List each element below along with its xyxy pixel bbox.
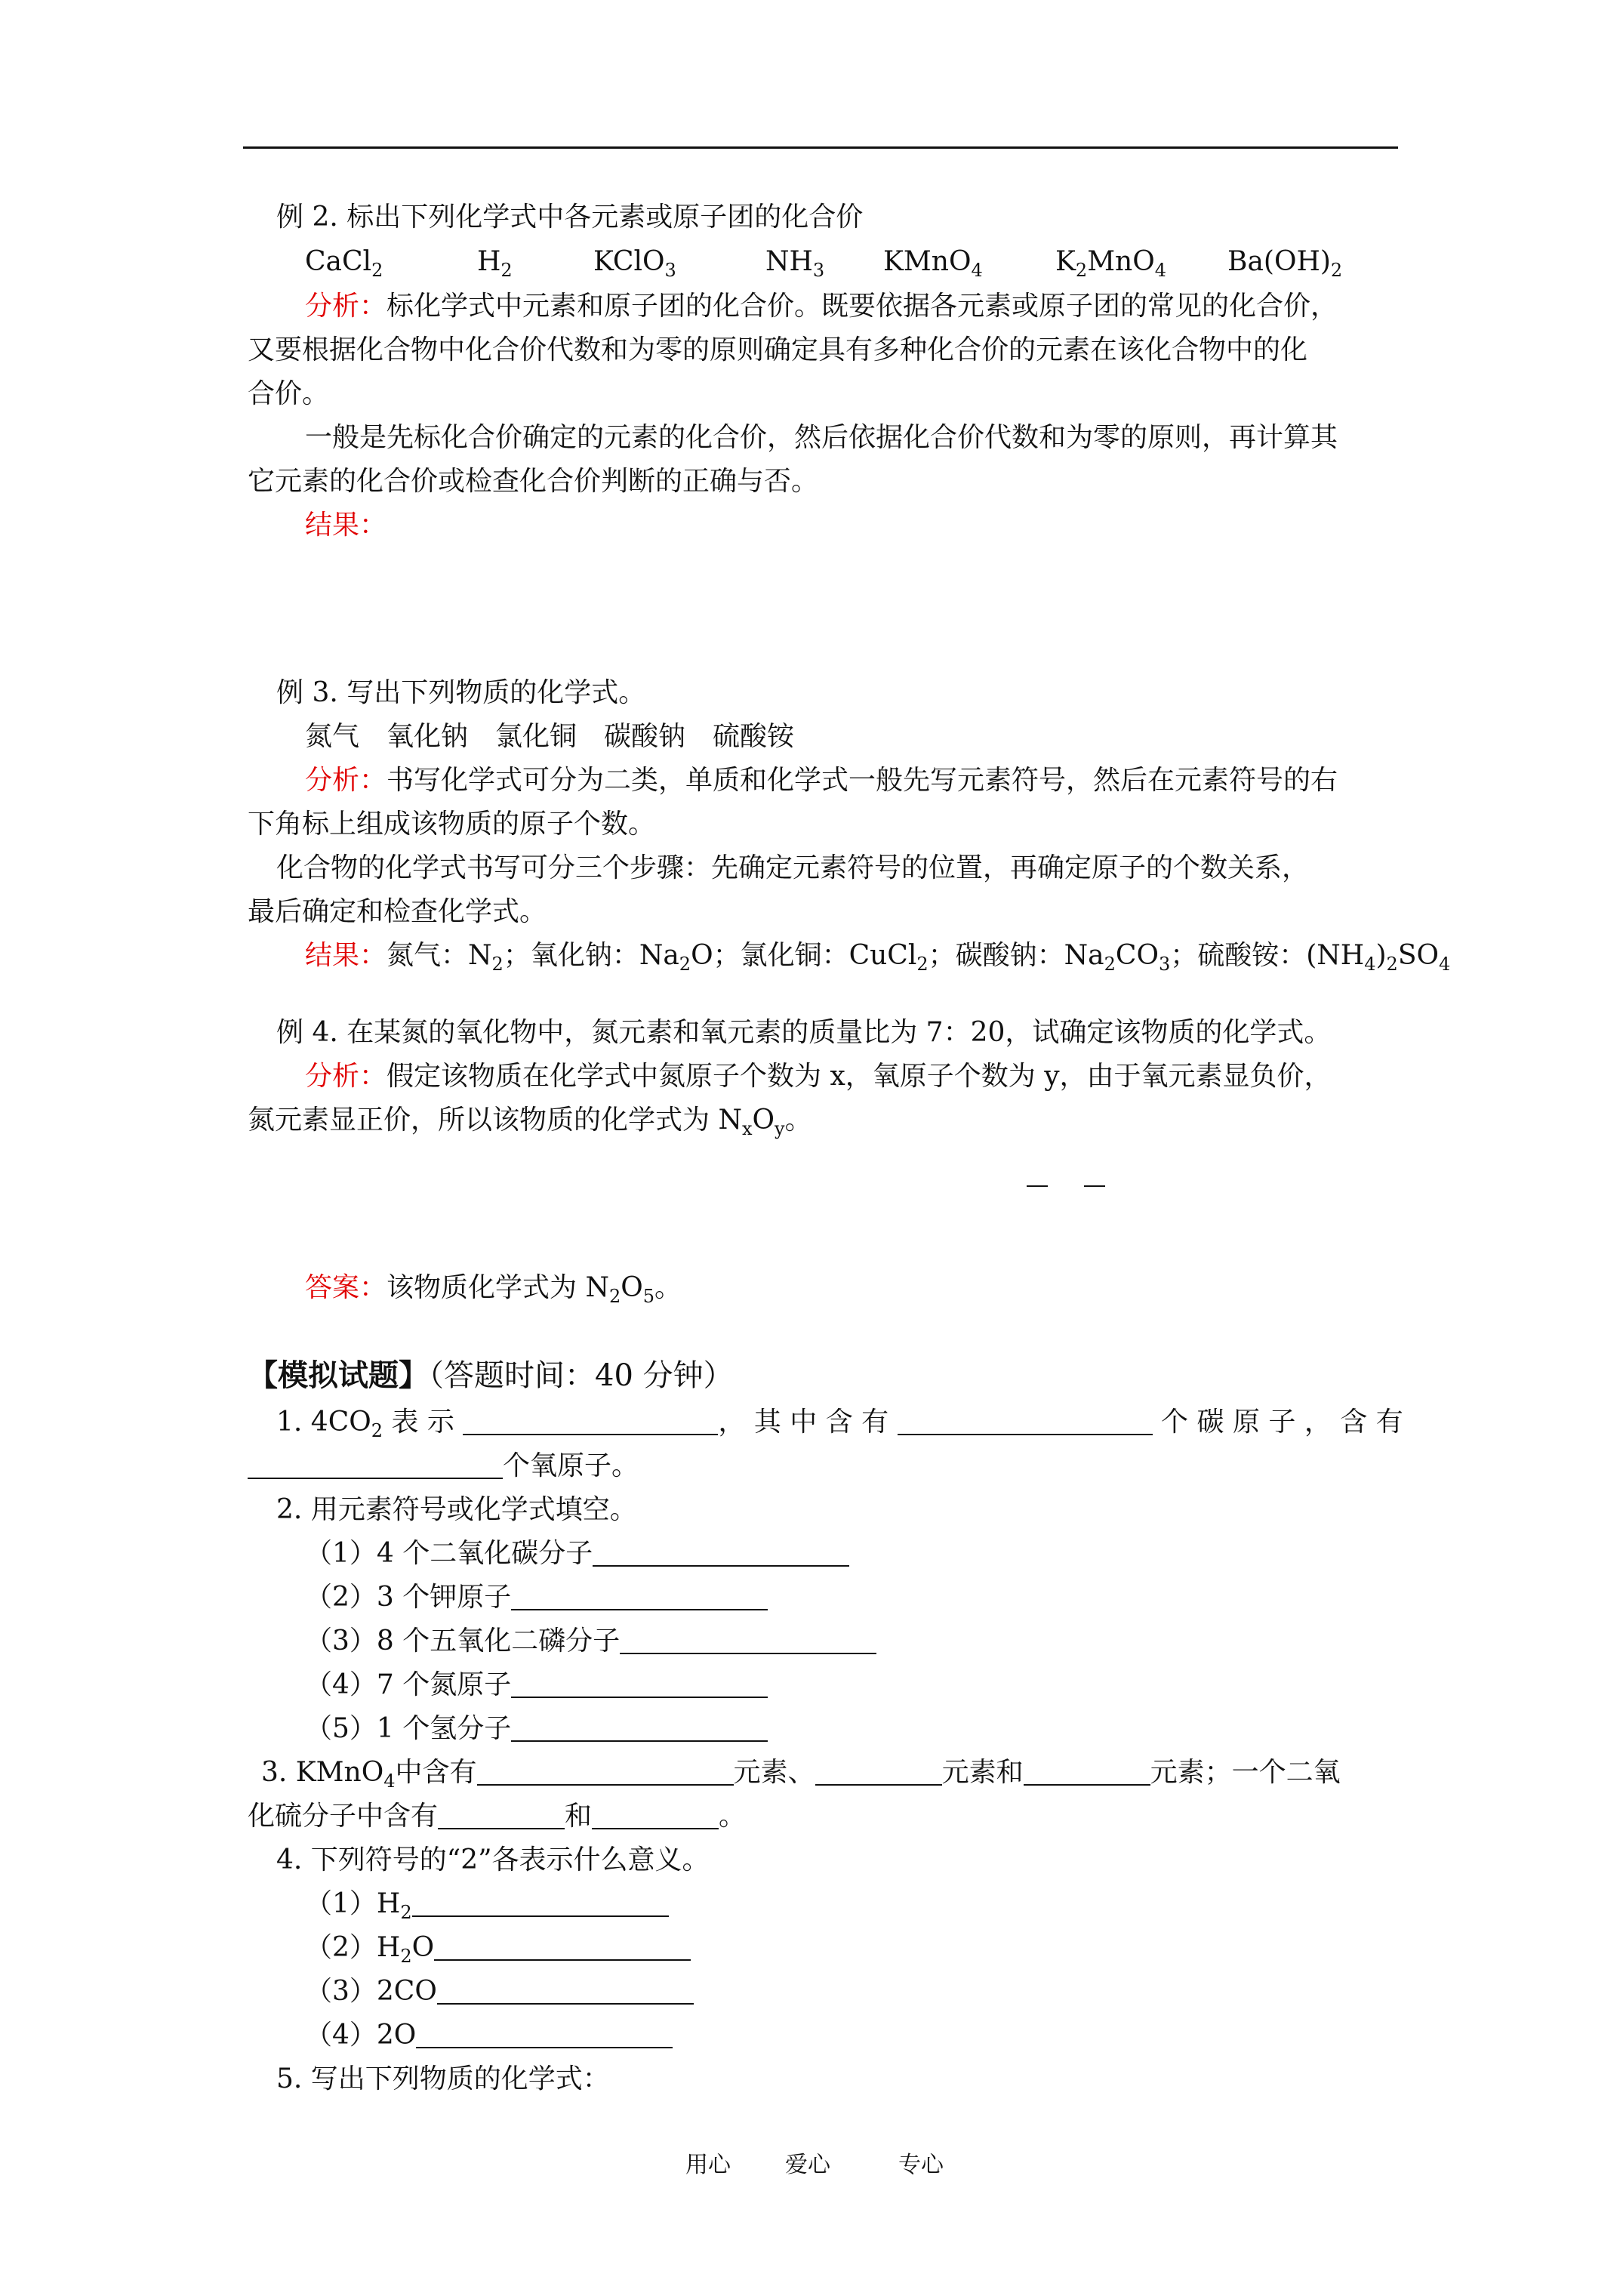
formula-k2mno4: $K_2MnO_4$ — [1055, 246, 1167, 281]
quiz-q1-line1: 1. $4CO_2$ 表 示 ， 其 中 含 有 个 碳 原 子 ， 含 有 — [276, 1407, 1403, 1441]
answer-blank[interactable] — [592, 1802, 719, 1829]
formula-nh3: $NH_3$ — [765, 246, 825, 281]
quiz-q5: 5. 写出下列物质的化学式： — [276, 2063, 610, 2094]
analysis-label: 分析： — [305, 291, 387, 322]
quiz-heading: 【模拟试题】（答题时间：40 分钟） — [248, 1358, 734, 1393]
answer-blank[interactable] — [815, 1758, 942, 1786]
answer-blank[interactable] — [593, 1539, 849, 1567]
example2-analysis-line3: 合价。 — [248, 378, 330, 409]
answer-blank[interactable] — [511, 1671, 768, 1698]
quiz-q2-item4: （4）7 个氮原子 — [305, 1669, 768, 1702]
answer-blank[interactable] — [1024, 1758, 1150, 1786]
example4-answer: 答案：该物质化学式为 $N_2O_5$。 — [305, 1272, 682, 1307]
example4-analysis-line2: 氮元素显正价，所以该物质的化学式为 $N_xO_y$。 — [248, 1105, 812, 1139]
footer-text-3: 专心 — [898, 2152, 944, 2178]
answer-blank[interactable] — [898, 1408, 1153, 1435]
example3-result: 结果：氮气：$N_2$；氧化钠：$Na_2O$；氯化铜：CuCl$_2$；碳酸钠：$Na_2CO_3$；硫酸铵：$(NH_4)_2SO_4$ — [305, 940, 1451, 975]
fraction-bar-left — [1027, 1185, 1048, 1187]
example2-title: 例 2. 标出下列化学式中各元素或原子团的化合价 — [276, 202, 864, 233]
quiz-q2: 2. 用元素符号或化学式填空。 — [276, 1494, 637, 1525]
example3-paragraph-line2: 最后确定和检查化学式。 — [248, 896, 547, 927]
quiz-q3-line2: 化硫分子中含有 和 。 — [248, 1801, 747, 1832]
answer-blank[interactable] — [511, 1583, 768, 1610]
formula-h2: $H_2$ — [477, 246, 513, 281]
answer-blank[interactable] — [511, 1715, 768, 1742]
example3-title: 例 3. 写出下列物质的化学式。 — [276, 677, 646, 708]
formula-cacl2: CaCl$_2$ — [305, 246, 383, 281]
example4-title: 例 4. 在某氮的氧化物中，氮元素和氧元素的质量比为 7：20，试确定该物质的化学式。 — [276, 1017, 1332, 1048]
formula-baoh2: $Ba(OH)_2$ — [1227, 246, 1343, 281]
example2-paragraph-line1: 一般是先标化合价确定的元素的化合价，然后依据化合价代数和为零的原则，再计算其 — [305, 422, 1338, 453]
example4-analysis-line1: 分析：假定该物质在化学式中氮原子个数为 x，氧原子个数为 y，由于氧元素显负价， — [305, 1061, 1332, 1092]
result-label: 结果： — [305, 940, 387, 971]
quiz-q2-item2: （2）3 个钾原子 — [305, 1581, 768, 1614]
example2-analysis-line2: 又要根据化合物中化合价代数和为零的原则确定具有多种化合价的元素在该化合物中的化 — [248, 334, 1308, 365]
answer-blank[interactable] — [438, 1802, 565, 1829]
fraction-bar-right — [1084, 1185, 1105, 1187]
analysis-label: 分析： — [305, 1061, 387, 1092]
quiz-q4: 4. 下列符号的“2”各表示什么意义。 — [276, 1845, 710, 1875]
answer-blank[interactable] — [248, 1452, 503, 1479]
quiz-q2-item3: （3）8 个五氧化二磷分子 — [305, 1625, 876, 1658]
answer-blank[interactable] — [620, 1627, 876, 1654]
example2-paragraph-line2: 它元素的化合价或检查化合价判断的正确与否。 — [248, 466, 819, 497]
example3-items: 氮气 氧化钠 氯化铜 碳酸钠 硫酸铵 — [305, 721, 795, 752]
answer-blank[interactable] — [437, 1977, 694, 2005]
quiz-q4-item1: $(1)H_2$ — [305, 1888, 669, 1921]
example3-analysis-line1: 分析：书写化学式可分为二类，单质和化学式一般先写元素符号，然后在元素符号的右 — [305, 765, 1338, 796]
formula-kclo3: KClO$_3$ — [593, 246, 676, 281]
quiz-q1-line2: 个氧原子。 — [248, 1450, 639, 1483]
answer-blank[interactable] — [412, 1890, 669, 1917]
header-rule — [243, 146, 1398, 149]
quiz-q2-item1: （1）4 个二氧化碳分子 — [305, 1537, 849, 1570]
example2-result-label: 结果： — [305, 510, 387, 541]
answer-label: 答案： — [305, 1272, 387, 1303]
quiz-q2-item5: （5）1 个氢分子 — [305, 1712, 768, 1746]
quiz-q4-item4: （4）2O — [305, 2019, 673, 2052]
example2-analysis-line1: 分析：标化学式中元素和原子团的化合价。既要依据各元素或原子团的常见的化合价， — [305, 291, 1338, 322]
footer-text-1: 用心 — [685, 2152, 731, 2178]
analysis-label: 分析： — [305, 765, 387, 796]
quiz-q4-item3: （3）2CO — [305, 1975, 694, 2008]
footer-text-2: 爱心 — [785, 2152, 830, 2178]
formula-kmno4: KMnO$_4$ — [883, 246, 983, 281]
answer-blank[interactable] — [477, 1758, 734, 1786]
quiz-q3-line1: 3. KMnO$_4$中含有 元素、 元素和 元素；一个二氧 — [261, 1757, 1341, 1792]
example2-formulas — [0, 245, 1623, 279]
answer-blank[interactable] — [416, 2021, 673, 2048]
answer-blank[interactable] — [434, 1934, 691, 1961]
example3-paragraph-line1: 化合物的化学式书写可分三个步骤：先确定元素符号的位置，再确定原子的个数关系， — [276, 852, 1310, 883]
example3-analysis-line2: 下角标上组成该物质的原子个数。 — [248, 809, 656, 840]
answer-blank[interactable] — [463, 1408, 718, 1435]
quiz-q4-item2: $(2)H_2O$ — [305, 1931, 691, 1965]
